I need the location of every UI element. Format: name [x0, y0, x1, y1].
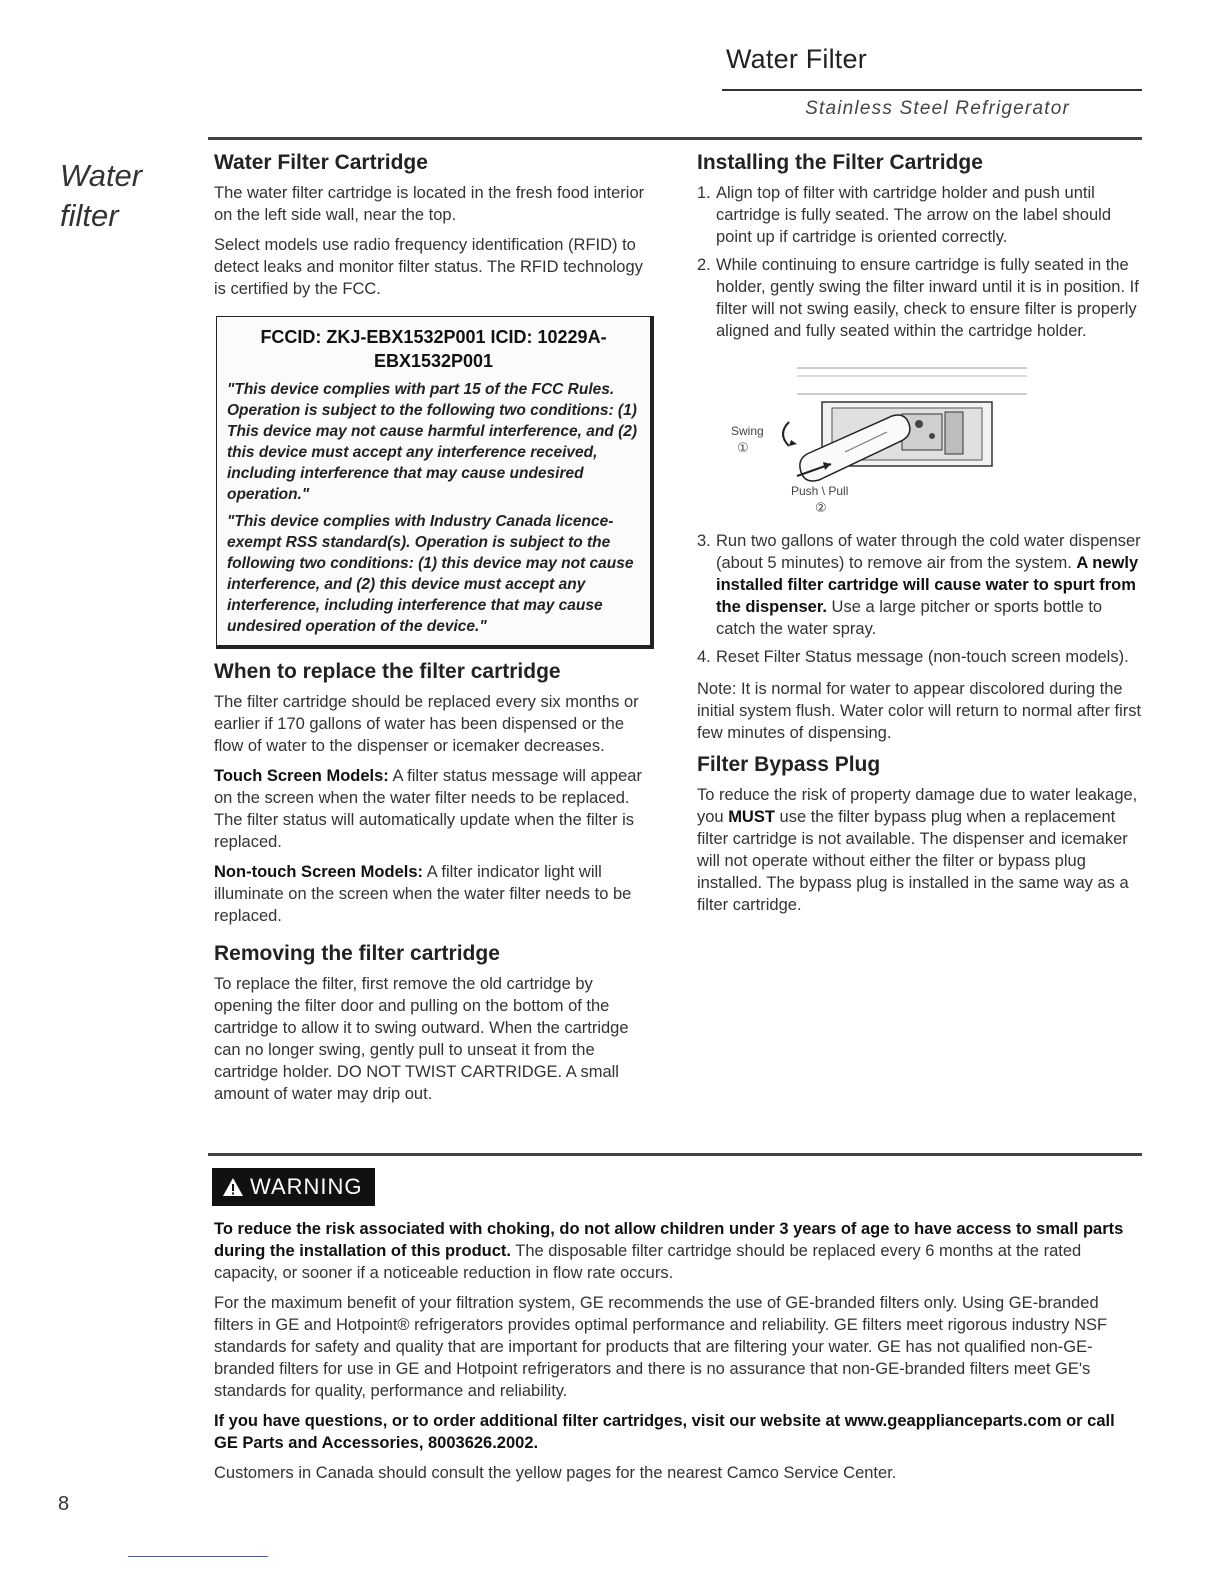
step-number: 2. — [697, 256, 711, 274]
left-column — [214, 150, 654, 1113]
non-touch-screen-text: A filter indicator light will illuminate on the screen when the water filter needs to be replaced. — [214, 863, 632, 925]
step-emphasis: A newly installed filter cartridge will cause water to spurt from the dispenser. — [716, 554, 1139, 616]
fcc-notice-box — [216, 316, 654, 649]
install-step-1 — [697, 182, 1142, 248]
push-pull-number: ② — [815, 500, 827, 515]
step-text: Run two gallons of water through the cold water dispenser (about 5 minutes) to remove air from the system. — [716, 532, 1141, 572]
fcc-id-heading: FCCID: ZKJ-EBX1532P001 ICID: 10229A-EBX1532P001 — [260, 327, 607, 371]
page-number: 8 — [58, 1493, 70, 1515]
choking-warning-emphasis: To reduce the risk associated with choking, do not allow children under 3 years of age to have access to small parts during the installation of this product. — [214, 1220, 1124, 1260]
install-note: Note: It is normal for water to appear discolored during the initial system flush. Water color will return to normal after first few minutes of dispensing. — [697, 680, 1142, 742]
install-steps-list-continued — [697, 530, 1142, 668]
warning-triangle-icon — [222, 1177, 244, 1197]
install-step-2 — [697, 254, 1142, 342]
side-section-label: Water filter — [60, 158, 143, 233]
step-number: 4. — [697, 648, 711, 666]
top-divider — [208, 137, 1142, 140]
non-touch-screen-label: Non-touch Screen Models: — [214, 863, 424, 881]
touch-screen-paragraph — [214, 765, 654, 853]
removing-heading: Removing the filter cartridge — [214, 942, 500, 965]
footer-link-underline — [128, 1556, 268, 1557]
install-step-4 — [697, 646, 1142, 668]
filter-cartridge-diagram — [727, 354, 1057, 524]
warning-divider — [208, 1153, 1142, 1156]
filter-install-illustration — [727, 354, 1057, 524]
canada-info: Customers in Canada should consult the yellow pages for the nearest Camco Service Center. — [214, 1464, 897, 1482]
page-header-title: Water Filter — [726, 44, 867, 74]
cartridge-paragraph-2: Select models use radio frequency identification (RFID) to detect leaks and monitor filter status. The RFID technology is certified by the FCC. — [214, 236, 643, 298]
fcc-statement: "This device complies with part 15 of the FCC Rules. Operation is subject to the following two conditions: (1) This device may not cause harmful interference, and (2) this device must accept any interference received, including interference that may cause undesired operation." — [227, 381, 638, 503]
choking-warning — [214, 1218, 1142, 1284]
choking-warning-text: The disposable filter cartridge should be replaced every 6 months at the rated capacity, or sooner if a noticeable reduction in flow rate occurs. — [214, 1242, 1082, 1282]
replace-paragraph: The filter cartridge should be replaced every six months or earlier if 170 gallons of water has been dispensed or the flow of water to the dispenser or icemaker decreases. — [214, 693, 639, 755]
bypass-heading: Filter Bypass Plug — [697, 753, 881, 776]
swing-number: ① — [737, 440, 749, 455]
touch-screen-label: Touch Screen Models: — [214, 767, 389, 785]
header-divider — [722, 89, 1142, 91]
cartridge-heading: Water Filter Cartridge — [214, 151, 428, 174]
order-info-emphasis: If you have questions, or to order additional filter cartridges, visit our website at www.geapplianceparts.com or call GE Parts and Accessories, 8003626.2002. — [214, 1412, 1115, 1452]
bypass-text: To reduce the risk of property damage due to water leakage, you — [697, 786, 1138, 826]
step-text: Align top of filter with cartridge holder and push until cartridge is fully seated. The arrow on the label should point up if cartridge is oriented correctly. — [716, 184, 1112, 246]
touch-screen-text: A filter status message will appear on the screen when the water filter needs to be replaced. The filter status will automatically update when the filter is replaced. — [214, 767, 642, 851]
step-text-end: Use a large pitcher or sports bottle to catch the water spray. — [716, 598, 1103, 638]
warning-badge — [212, 1168, 375, 1206]
bypass-emphasis: MUST — [728, 808, 775, 826]
replace-heading: When to replace the filter cartridge — [214, 660, 561, 683]
non-touch-screen-paragraph — [214, 861, 654, 927]
install-steps-list — [697, 182, 1142, 342]
cartridge-paragraph-1: The water filter cartridge is located in the fresh food interior on the left side wall, near the top. — [214, 184, 645, 224]
step-text: While continuing to ensure cartridge is fully seated in the holder, gently swing the filter inward until it is in position. If filter will not swing easily, check to ensure filter is properly aligned and fully seated within the cartridge holder. — [716, 256, 1139, 340]
page-header-subtitle: Stainless Steel Refrigerator — [805, 98, 1070, 119]
push-pull-label: Push \ Pull — [791, 484, 849, 498]
warning-body — [214, 1218, 1142, 1492]
install-step-3 — [697, 530, 1142, 640]
order-info — [214, 1410, 1142, 1454]
step-text: Reset Filter Status message (non-touch screen models). — [716, 648, 1129, 666]
ge-filter-recommendation: For the maximum benefit of your filtration system, GE recommends the use of GE-branded filters only. Using GE-branded filters in GE and Hotpoint® refrigerators provides optimal performance and reliability. GE filters meet rigorous industry NSF standards for safety and quality that are important for products that are filtering your water. GE has not qualified non-GE-branded filters for use in GE and Hotpoint refrigerators and there is no assurance that non-GE-branded filters meet GE's standards for quality, performance and reliability. — [214, 1294, 1108, 1400]
step-number: 3. — [697, 532, 711, 550]
warning-label: WARNING — [250, 1174, 363, 1199]
installing-heading: Installing the Filter Cartridge — [697, 151, 983, 174]
bypass-text-end: use the filter bypass plug when a replacement filter cartridge is not available. The dispenser and icemaker will not operate without either the filter or bypass plug installed. The bypass plug is installed in the same way as a filter cartridge. — [697, 808, 1129, 914]
right-column — [697, 150, 1142, 924]
swing-label: Swing — [731, 424, 764, 438]
removing-paragraph: To replace the filter, first remove the old cartridge by opening the filter door and pulling on the bottom of the cartridge to allow it to swing outward. When the cartridge can no longer swing, gently pull to unseat it from the cartridge holder. DO NOT TWIST CARTRIDGE. A small amount of water may drip out. — [214, 975, 629, 1103]
step-number: 1. — [697, 184, 711, 202]
industry-canada-statement: "This device complies with Industry Canada licence-exempt RSS standard(s). Operation is subject to the following two conditions: (1) this device may not cause interference, and (2) this device must accept any interference, including interference that may cause undesired operation of the device." — [227, 513, 634, 635]
bypass-paragraph — [697, 784, 1142, 916]
